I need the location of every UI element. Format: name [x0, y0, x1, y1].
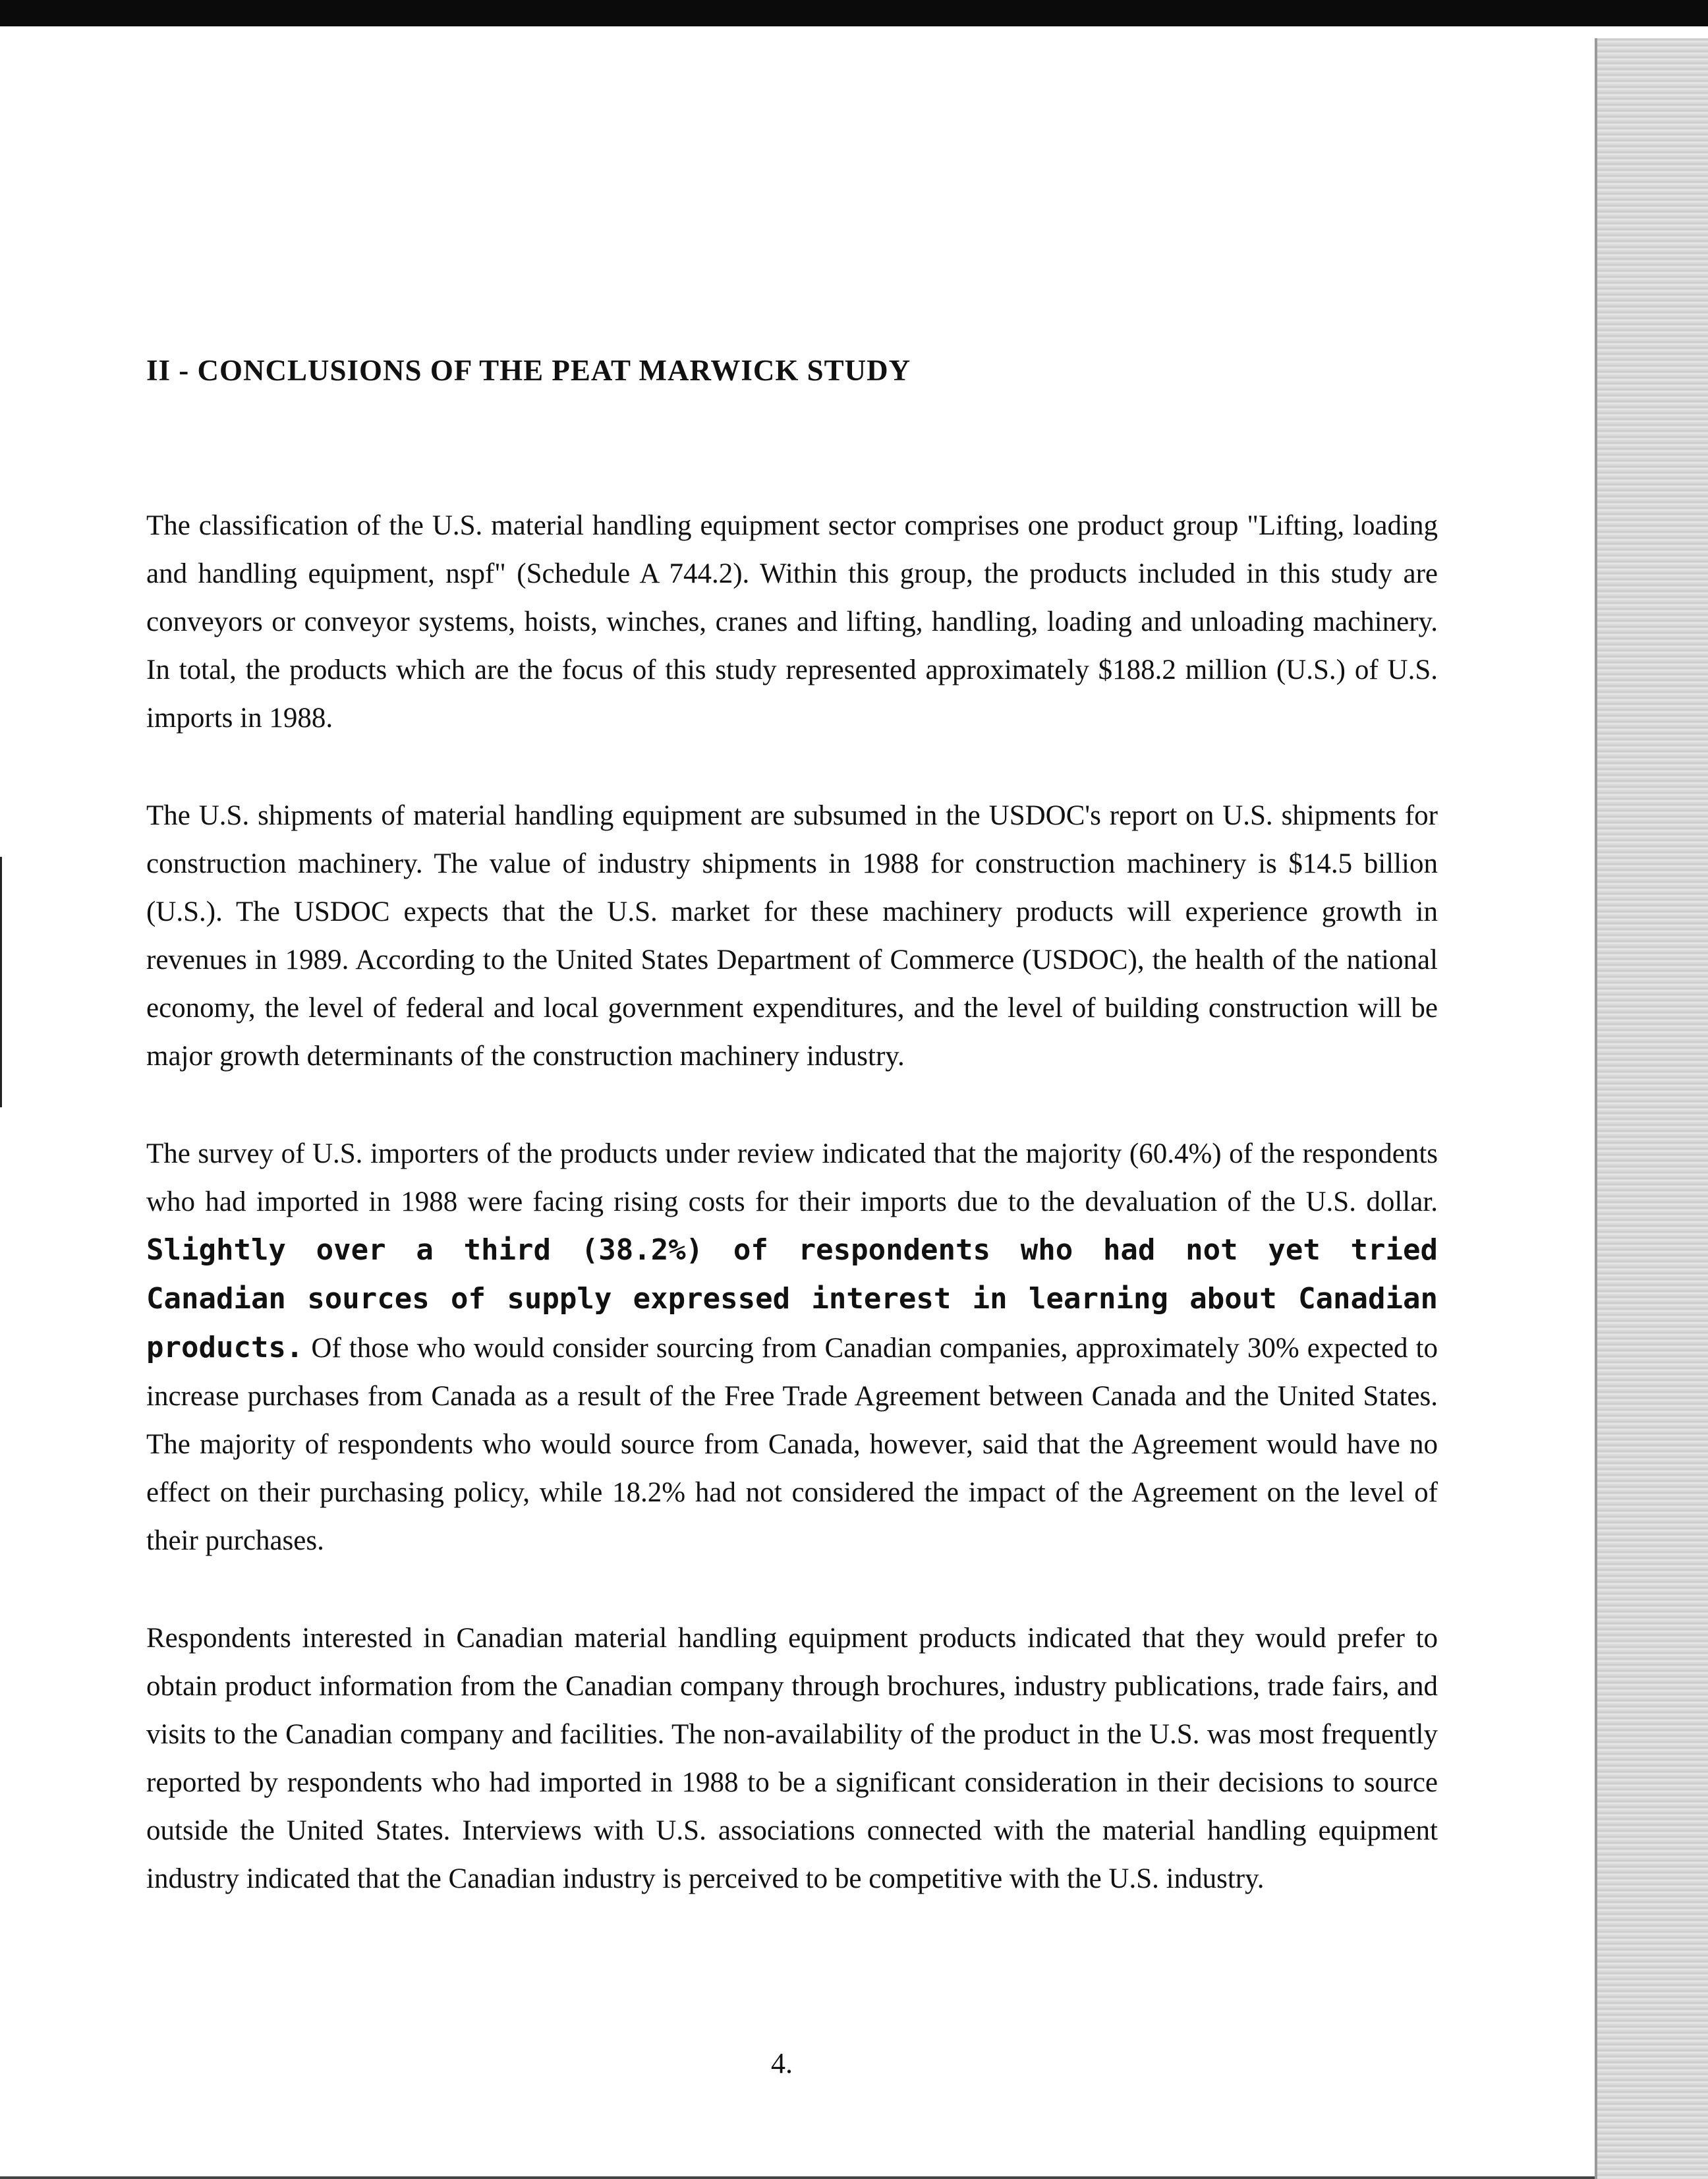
paragraph-classification: The classification of the U.S. material handling equipment sector comprises one product group "Lifting, loading and handling equipment, nspf" (Schedule A 744.2). Within this group, the products included in this study are conveyors or conveyor systems, hoists, winches, cranes and lifting, handling, loading and unloading machinery. In total, the products which are the focus of this study represented approximately $188.2 million (U.S.) of U.S. imports in 1988.: [146, 510, 1438, 734]
section-title: II - CONCLUSIONS OF THE PEAT MARWICK STUDY: [146, 354, 911, 387]
paragraph-respondents: Respondents interested in Canadian material handling equipment products indicated that they would prefer to obtain product information from the Canadian company through brochures, industry publications, trade fairs, and visits to the Canadian company and facilities. The non-availability of the product in the U.S. was most frequently reported by respondents who had imported in 1988 to be a significant consideration in their decisions to source outside the United States. Interviews with U.S. associations connected with the material handling equipment industry indicated that the Canadian industry is perceived to be competitive with the U.S. industry.: [146, 1623, 1438, 1894]
paragraph-survey-highlight: Slightly over a third (38.2%) of respondents who had not yet tried Canadian sources of supply expressed interest in learning about Canadian products.: [146, 1233, 1438, 1364]
page-content: [146, 356, 1438, 1952]
paragraph-survey: [146, 1130, 1438, 1565]
page-number: 4.: [771, 2047, 793, 2079]
paragraph-shipments: The U.S. shipments of material handling equipment are subsumed in the USDOC's report on U.S. shipments for construction machinery. The value of industry shipments in 1988 for construction machinery is $14.5 billion (U.S.). The USDOC expects that the U.S. market for these machinery products will experience growth in revenues in 1989. According to the United States Department of Commerce (USDOC), the health of the national economy, the level of federal and local government expenditures, and the level of building construction will be major growth determinants of the construction machinery industry.: [146, 800, 1438, 1072]
paragraph-survey-rest: Of those who would consider sourcing from Canadian companies, approximately 30% expected to increase purchases from Canada as a result of the Free Trade Agreement between Canada and the United States. The majority of respondents who would source from Canada, however, said that the Agreement would have no effect on their purchasing policy, while 18.2% had not considered the impact of the Agreement on the level of their purchases.: [146, 1333, 1438, 1556]
scan-left-mark: [0, 857, 2, 1107]
paragraph-survey-intro: The survey of U.S. importers of the products under review indicated that the majority (60.4%) of the respondents who had imported in 1988 were facing rising costs for their imports due to the devaluation of the U.S. dollar.: [146, 1138, 1438, 1217]
scan-top-edge: [0, 0, 1708, 26]
scan-right-edge: [1597, 38, 1708, 2179]
scan-bottom-line: [0, 2176, 1595, 2179]
